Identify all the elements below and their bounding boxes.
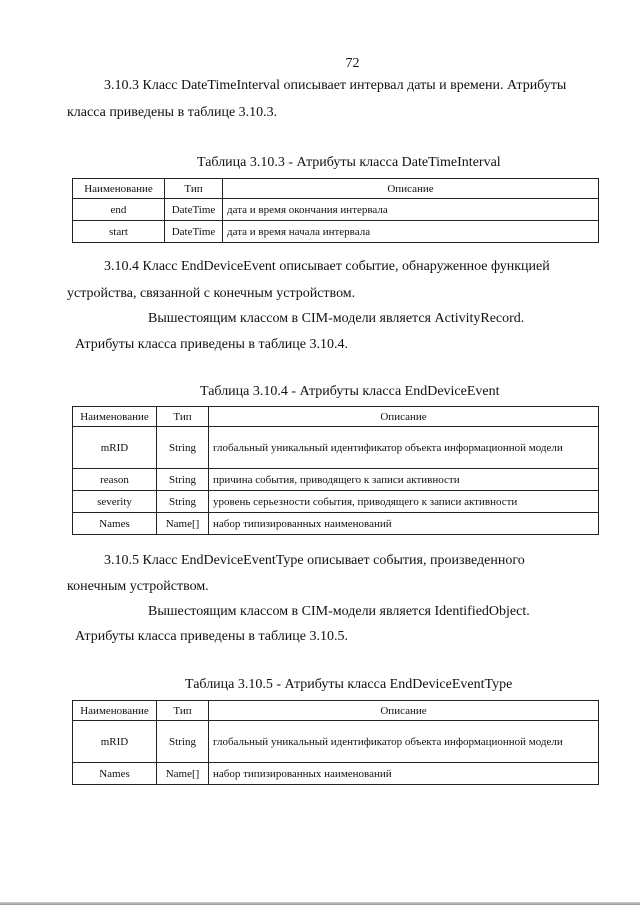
cell-name: Names [73, 763, 157, 785]
table-row [73, 221, 599, 243]
table-3-10-5-caption: Таблица 3.10.5 - Атрибуты класса EndDeviceEventType [185, 677, 513, 692]
header-description: Описание [223, 179, 599, 199]
table-row [73, 199, 599, 221]
header-name: Наименование [73, 701, 157, 721]
table-row [73, 721, 599, 763]
section-3-10-3-line2: класса приведены в таблице 3.10.3. [67, 105, 278, 120]
table-header-row [73, 701, 599, 721]
cell-name: mRID [73, 427, 157, 469]
header-name: Наименование [73, 407, 157, 427]
cell-description: набор типизированных наименований [209, 763, 599, 785]
section-3-10-5-parent: Вышестоящим классом в CIM-модели является IdentifiedObject. [148, 604, 530, 619]
header-description: Описание [209, 701, 599, 721]
section-3-10-4-attrs: Атрибуты класса приведены в таблице 3.10.4. [75, 337, 348, 352]
table-row [73, 513, 599, 535]
header-name: Наименование [73, 179, 165, 199]
section-3-10-4-parent: Вышестоящим классом в CIM-модели является ActivityRecord. [148, 311, 525, 326]
cell-description: причина события, приводящего к записи активности [209, 469, 599, 491]
header-description: Описание [209, 407, 599, 427]
cell-type: String [157, 721, 209, 763]
cell-name: severity [73, 491, 157, 513]
table-header-row [73, 179, 599, 199]
header-type: Тип [157, 407, 209, 427]
cell-name: end [73, 199, 165, 221]
table-3-10-4 [72, 406, 599, 535]
table-3-10-3 [72, 178, 599, 243]
cell-name: start [73, 221, 165, 243]
table-row [73, 427, 599, 469]
table-3-10-3-caption: Таблица 3.10.3 - Атрибуты класса DateTimeInterval [197, 155, 501, 170]
cell-description: дата и время начала интервала [223, 221, 599, 243]
cell-name: Names [73, 513, 157, 535]
section-3-10-5-attrs: Атрибуты класса приведены в таблице 3.10.5. [75, 629, 348, 644]
section-3-10-4-line2: устройства, связанной с конечным устройством. [67, 286, 356, 301]
section-3-10-5-line1: 3.10.5 Класс EndDeviceEventType описывает события, произведенного [104, 553, 525, 568]
table-header-row [73, 407, 599, 427]
table-row [73, 491, 599, 513]
cell-description: набор типизированных наименований [209, 513, 599, 535]
section-3-10-3-line1: 3.10.3 Класс DateTimeInterval описывает интервал даты и времени. Атрибуты [104, 78, 567, 93]
cell-name: mRID [73, 721, 157, 763]
cell-type: DateTime [165, 221, 223, 243]
cell-description: уровень серьезности события, приводящего к записи активности [209, 491, 599, 513]
table-3-10-4-caption: Таблица 3.10.4 - Атрибуты класса EndDeviceEvent [200, 384, 500, 399]
cell-type: DateTime [165, 199, 223, 221]
cell-type: String [157, 469, 209, 491]
cell-name: reason [73, 469, 157, 491]
cell-type: String [157, 491, 209, 513]
header-type: Тип [165, 179, 223, 199]
section-3-10-5-line2: конечным устройством. [67, 579, 209, 594]
table-row [73, 763, 599, 785]
cell-type: Name[] [157, 763, 209, 785]
table-row [73, 469, 599, 491]
cell-description: глобальный уникальный идентификатор объекта информационной модели [209, 721, 599, 763]
cell-description: глобальный уникальный идентификатор объекта информационной модели [209, 427, 599, 469]
section-3-10-4-line1: 3.10.4 Класс EndDeviceEvent описывает событие, обнаруженное функцией [104, 259, 550, 274]
header-type: Тип [157, 701, 209, 721]
cell-type: String [157, 427, 209, 469]
page-number: 72 [345, 56, 360, 71]
cell-type: Name[] [157, 513, 209, 535]
table-3-10-5 [72, 700, 599, 785]
cell-description: дата и время окончания интервала [223, 199, 599, 221]
